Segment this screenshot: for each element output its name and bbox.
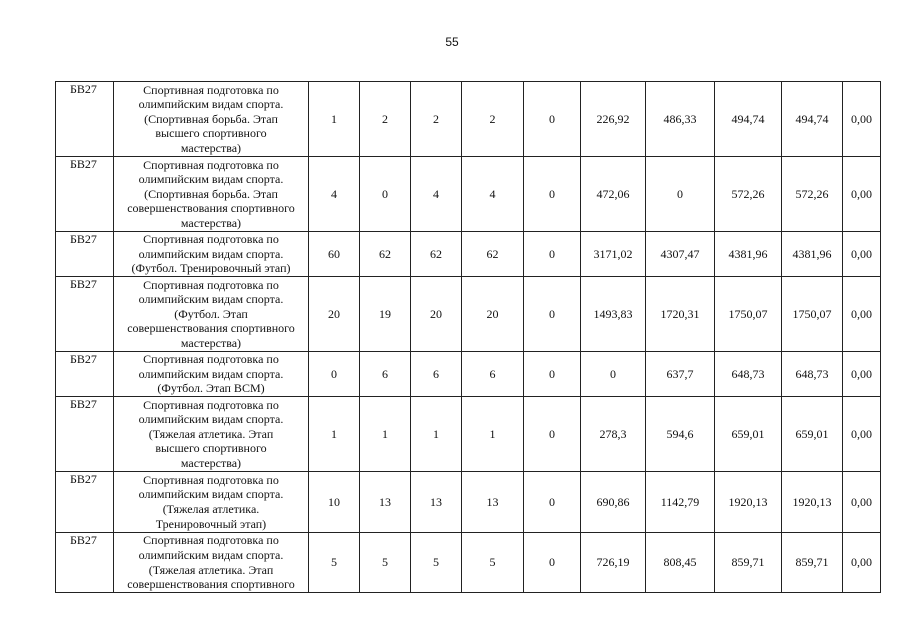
description-line: (Тяжелая атлетика. [162,502,260,516]
value-cell: 0,00 [843,232,881,277]
description-line: Спортивная подготовка по [143,472,279,487]
value-cell: 726,19 [581,533,646,593]
value-cell: 1 [309,82,360,157]
value-cell: 1920,13 [782,472,843,533]
value-cell: 0 [646,157,715,232]
value-cell: 1920,13 [715,472,782,533]
row-description [114,397,309,472]
description-line: Спортивная подготовка по [143,157,279,172]
value-cell: 0 [524,397,581,472]
value-cell: 5 [462,533,524,593]
value-cell: 1750,07 [715,277,782,352]
row-description [114,157,309,232]
value-cell: 0 [360,157,411,232]
value-cell: 659,01 [782,397,843,472]
table-body [56,82,881,593]
description-line: олимпийским видам спорта. [138,547,284,562]
value-cell: 62 [462,232,524,277]
value-cell: 10 [309,472,360,533]
row-description [114,232,309,277]
value-cell: 0,00 [843,82,881,157]
value-cell: 20 [462,277,524,352]
value-cell: 4381,96 [782,232,843,277]
value-cell: 20 [309,277,360,352]
value-cell: 637,7 [646,352,715,397]
table-row [56,397,881,472]
row-code: БВ27 [56,472,114,533]
description-line: олимпийским видам спорта. [138,97,284,112]
value-cell: 4 [411,157,462,232]
description-line: мастерства) [180,455,242,470]
description-line: (Спортивная борьба. Этап [144,186,278,201]
value-cell: 0,00 [843,472,881,533]
value-cell: 3171,02 [581,232,646,277]
value-cell: 13 [411,472,462,533]
value-cell: 0 [309,352,360,397]
page-number: 55 [445,35,459,49]
value-cell: 13 [462,472,524,533]
value-cell: 0 [524,82,581,157]
value-cell: 594,6 [646,397,715,472]
value-cell: 494,74 [782,82,843,157]
row-code: БВ27 [56,82,114,157]
value-cell: 2 [462,82,524,157]
description-line: олимпийским видам спорта. [138,412,284,427]
value-cell: 859,71 [715,533,782,593]
value-cell: 4307,47 [646,232,715,277]
value-cell: 659,01 [715,397,782,472]
table-row [56,472,881,533]
value-cell: 20 [411,277,462,352]
description-line: олимпийским видам спорта. [138,246,284,261]
row-code: БВ27 [56,352,114,397]
description-line: Спортивная подготовка по [143,82,279,97]
value-cell: 0,00 [843,277,881,352]
value-cell: 6 [462,352,524,397]
description-line: Тренировочный этап) [155,516,267,531]
description-line: высшего спортивного [155,441,267,456]
value-cell: 0 [581,352,646,397]
row-code: БВ27 [56,232,114,277]
row-description [114,352,309,397]
table-row [56,352,881,397]
value-cell: 19 [360,277,411,352]
description-line: мастерства) [180,140,242,155]
budget-table [55,81,881,593]
value-cell: 1 [360,397,411,472]
row-code: БВ27 [56,533,114,593]
description-line: мастерства) [180,335,242,350]
value-cell: 4 [309,157,360,232]
value-cell: 0 [524,472,581,533]
table-row [56,157,881,232]
value-cell: 60 [309,232,360,277]
value-cell: 1 [309,397,360,472]
value-cell: 6 [360,352,411,397]
value-cell: 808,45 [646,533,715,593]
value-cell: 62 [360,232,411,277]
value-cell: 0 [524,352,581,397]
value-cell: 4 [462,157,524,232]
value-cell: 62 [411,232,462,277]
description-line: Спортивная подготовка по [143,397,279,412]
description-line: (Футбол. Тренировочный этап) [131,261,291,276]
value-cell: 0,00 [843,352,881,397]
value-cell: 494,74 [715,82,782,157]
value-cell: 226,92 [581,82,646,157]
description-line: совершенствования спортивного [127,577,295,592]
description-line: Спортивная подготовка по [143,533,279,548]
row-code: БВ27 [56,397,114,472]
description-line: Спортивная подготовка по [143,352,279,367]
value-cell: 472,06 [581,157,646,232]
description-line: олимпийским видам спорта. [138,172,284,187]
table-row [56,232,881,277]
value-cell: 0,00 [843,533,881,593]
value-cell: 13 [360,472,411,533]
value-cell: 572,26 [782,157,843,232]
description-line: мастерства) [180,215,242,230]
value-cell: 0 [524,232,581,277]
value-cell: 648,73 [715,352,782,397]
value-cell: 648,73 [782,352,843,397]
value-cell: 2 [411,82,462,157]
value-cell: 1720,31 [646,277,715,352]
row-code: БВ27 [56,157,114,232]
value-cell: 0,00 [843,157,881,232]
value-cell: 0 [524,533,581,593]
row-description [114,533,309,593]
description-line: олимпийским видам спорта. [138,366,284,381]
value-cell: 1 [411,397,462,472]
row-code: БВ27 [56,277,114,352]
table-row [56,533,881,593]
value-cell: 859,71 [782,533,843,593]
table-row [56,277,881,352]
value-cell: 0 [524,277,581,352]
value-cell: 5 [411,533,462,593]
value-cell: 0 [524,157,581,232]
value-cell: 1142,79 [646,472,715,533]
value-cell: 6 [411,352,462,397]
description-line: (Футбол. Этап [174,306,248,321]
description-line: Спортивная подготовка по [143,232,279,247]
value-cell: 1493,83 [581,277,646,352]
description-line: Спортивная подготовка по [143,277,279,292]
value-cell: 572,26 [715,157,782,232]
row-description [114,277,309,352]
value-cell: 5 [309,533,360,593]
description-line: совершенствования спортивного [127,201,295,216]
value-cell: 2 [360,82,411,157]
row-description [114,472,309,533]
value-cell: 486,33 [646,82,715,157]
value-cell: 4381,96 [715,232,782,277]
description-line: (Тяжелая атлетика. Этап [148,562,274,577]
row-description [114,82,309,157]
value-cell: 5 [360,533,411,593]
value-cell: 1 [462,397,524,472]
value-cell: 690,86 [581,472,646,533]
value-cell: 0,00 [843,397,881,472]
table-row [56,82,881,157]
description-line: совершенствования спортивного [127,321,295,336]
description-line: (Спортивная борьба. Этап [144,111,278,126]
description-line: (Тяжелая атлетика. Этап [148,426,274,441]
description-line: высшего спортивного [155,126,267,141]
value-cell: 278,3 [581,397,646,472]
description-line: олимпийским видам спорта. [138,292,284,307]
description-line: (Футбол. Этап ВСМ) [157,381,265,396]
description-line: олимпийским видам спорта. [138,487,284,502]
value-cell: 1750,07 [782,277,843,352]
